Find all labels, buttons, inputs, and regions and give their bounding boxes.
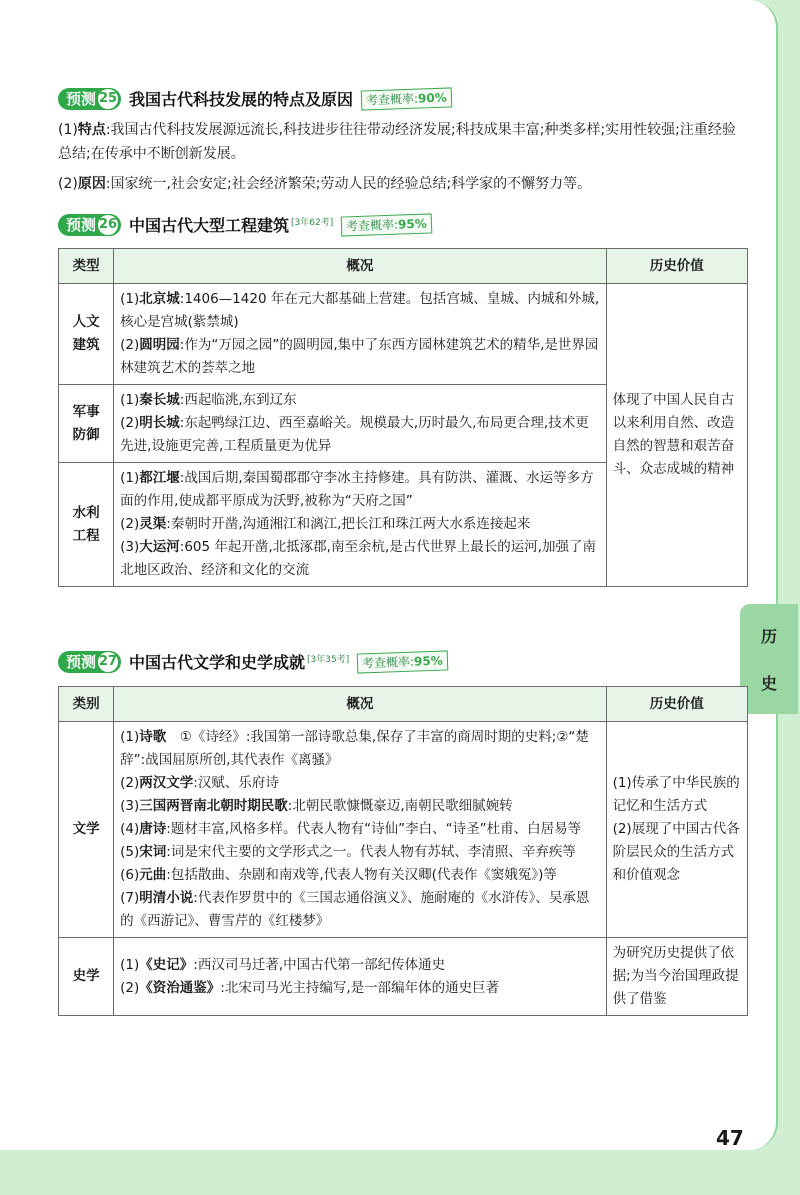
item-key: 特点 [77, 122, 106, 138]
section-title: 中国古代大型工程建筑 [129, 216, 290, 235]
item-prefix: (1) [120, 956, 140, 973]
page-number: 47 [716, 1126, 744, 1150]
item-key: 灵渠 [139, 516, 167, 532]
item-key: 三国两晋南北朝时期民歌 [139, 798, 288, 814]
row-description [114, 463, 606, 587]
section-title: 我国古代科技发展的特点及原因 [129, 90, 354, 109]
side-tab-char: 历 [760, 627, 777, 646]
col-header-overview: 概况 [114, 687, 606, 722]
item-key: 唐诗 [139, 821, 167, 837]
item-text: ①《诗经》:我国第一部诗歌总集,保存了丰富的商周时期的史料;②“楚辞”:战国屈原所创,其代表作《离骚》 [120, 729, 589, 768]
badge-number: 27 [98, 652, 118, 672]
row-description [114, 385, 606, 463]
item-key: 《资治通鉴》 [139, 979, 221, 996]
item-prefix: (1) [120, 291, 140, 307]
item-prefix: (2) [120, 516, 140, 532]
row-category: 史学 [59, 938, 114, 1016]
prob-label: 考查概率: [346, 217, 399, 233]
list-item [120, 864, 599, 887]
section-25-heading [58, 87, 452, 110]
item-prefix: (2) [58, 176, 78, 192]
item-text: :北朝民歌慷慨豪迈,南朝民歌细腻婉转 [287, 798, 513, 814]
s25-paragraph-2 [58, 172, 748, 196]
subject-side-tab[interactable] [740, 604, 798, 714]
probability-stamp [341, 213, 432, 236]
row-category: 人文 建筑 [59, 284, 114, 385]
item-text: :我国古代科技发展源远流长,科技进步往往带动经济发展;科技成果丰富;种类多样;实用性较强;注重经验总结;在传承中不断创新发展。 [58, 122, 736, 162]
prob-value: 95% [398, 216, 428, 232]
prob-label: 考查概率: [365, 91, 419, 107]
item-key: 原因 [77, 176, 106, 192]
list-item [120, 887, 599, 933]
row-description [114, 284, 606, 385]
item-prefix: (1) [58, 122, 78, 138]
item-key: 元曲 [139, 867, 167, 883]
engineering-table [58, 248, 748, 587]
col-header-value: 历史价值 [606, 687, 747, 722]
item-text: :东起鸭绿江边、西至嘉峪关。规模最大,历时最久,布局更合理,技术更先进,设施更完善,工程质量更为优异 [120, 415, 589, 454]
list-item [120, 513, 599, 536]
table-header-row [59, 687, 748, 722]
item-key: 宋词 [139, 844, 167, 860]
item-prefix: (5) [120, 844, 140, 860]
item-text: :1406—1420 年在元大都基础上营建。包括宫城、皇城、内城和外城,核心是宫城(紫禁城) [120, 291, 600, 330]
list-item [120, 977, 599, 1000]
item-text: :代表作罗贯中的《三国志通俗演义》、施耐庵的《水浒传》、吴承恩的《西游记》、曹雪芹的《红楼梦》 [120, 890, 590, 929]
item-prefix: (1) [120, 470, 140, 486]
row-category: 水利 工程 [59, 463, 114, 587]
badge-label: 预测 [66, 90, 97, 108]
list-item [120, 536, 599, 582]
table-header-row [59, 249, 748, 284]
item-key: 秦长城 [139, 392, 180, 408]
historical-value: (1)传承了中华民族的记忆和生活方式 (2)展现了中国古代各阶层民众的生活方式和价值观念 [606, 722, 747, 938]
item-key: 都江堰 [139, 470, 180, 486]
item-key: 《史记》 [139, 956, 194, 973]
prob-value: 95% [414, 653, 444, 669]
section-27-heading [58, 650, 448, 673]
item-key: 明清小说 [139, 890, 194, 906]
badge-number: 25 [98, 89, 118, 109]
item-text: :国家统一,社会安定;社会经济繁荣;劳动人民的经验总结;科学家的不懈努力等。 [105, 176, 592, 192]
section-title: 中国古代文学和史学成就 [129, 653, 306, 672]
item-text: :汉赋、乐府诗 [193, 775, 279, 791]
list-item [120, 795, 599, 818]
item-key: 诗歌 [139, 729, 167, 745]
row-category: 文学 [59, 722, 114, 938]
list-item [120, 841, 599, 864]
prediction-badge [58, 651, 121, 673]
item-text: :词是宋代主要的文学形式之一。代表人物有苏轼、李清照、辛弃疾等 [166, 844, 576, 860]
exam-frequency: [3年62考] [291, 218, 334, 228]
probability-stamp [357, 650, 448, 673]
list-item [120, 954, 599, 977]
item-prefix: (2) [120, 337, 140, 353]
badge-number: 26 [98, 215, 118, 235]
historical-value: 为研究历史提供了依据;为当今治国理政提供了借鉴 [606, 938, 747, 1016]
item-text: :包括散曲、杂剧和南戏等,代表人物有关汉卿(代表作《窦娥冤》)等 [166, 867, 557, 883]
item-key: 圆明园 [139, 337, 180, 353]
item-text: :西汉司马迁著,中国古代第一部纪传体通史 [193, 956, 446, 973]
table-row [59, 722, 748, 938]
item-key: 北京城 [139, 291, 180, 307]
s25-paragraph-1 [58, 118, 748, 166]
item-prefix: (2) [120, 979, 140, 996]
row-category: 军事 防御 [59, 385, 114, 463]
item-prefix: (2) [120, 415, 140, 431]
item-key: 两汉文学 [139, 775, 194, 791]
literature-table [58, 686, 748, 1016]
col-header-category: 类别 [59, 687, 114, 722]
item-prefix: (6) [120, 867, 140, 883]
list-item [120, 288, 599, 334]
list-item [120, 467, 599, 513]
list-item [120, 772, 599, 795]
item-text: :秦朝时开凿,沟通湘江和漓江,把长江和珠江两大水系连接起来 [166, 516, 531, 532]
list-item [120, 412, 599, 458]
item-prefix: (3) [120, 539, 140, 555]
item-text: :北宋司马光主持编写,是一部编年体的通史巨著 [220, 979, 500, 996]
row-description [114, 938, 606, 1016]
col-header-value: 历史价值 [606, 249, 747, 284]
list-item [120, 334, 599, 380]
prediction-badge [58, 88, 121, 110]
probability-stamp [361, 87, 452, 110]
row-description [114, 722, 606, 938]
prob-label: 考查概率: [362, 654, 415, 670]
item-prefix: (4) [120, 821, 140, 837]
badge-label: 预测 [66, 216, 97, 234]
prob-value: 90% [417, 90, 448, 106]
list-item [120, 389, 599, 412]
col-header-overview: 概况 [114, 249, 606, 284]
list-item [120, 726, 599, 772]
exam-frequency: [3年35考] [307, 655, 350, 665]
item-text: :作为“万园之园”的圆明园,集中了东西方园林建筑艺术的精华,是世界园林建筑艺术的荟萃之地 [120, 337, 599, 376]
item-key: 大运河 [139, 539, 180, 555]
table-row [59, 938, 748, 1016]
badge-label: 预测 [66, 653, 97, 671]
col-header-type: 类型 [59, 249, 114, 284]
item-text: :战国后期,秦国蜀郡郡守李冰主持修建。具有防洪、灌溉、水运等多方面的作用,使成都平原成为沃野,被称为“天府之国” [120, 470, 594, 509]
item-prefix: (3) [120, 798, 140, 814]
item-prefix: (1) [120, 392, 140, 408]
side-tab-char: 史 [760, 674, 777, 693]
list-item [120, 818, 599, 841]
item-text: :605 年起开凿,北抵涿郡,南至余杭,是古代世界上最长的运河,加强了南北地区政治、经济和文化的交流 [120, 539, 597, 578]
item-prefix: (7) [120, 890, 140, 906]
historical-value: 体现了中国人民自古以来利用自然、改造自然的智慧和艰苦奋斗、众志成城的精神 [606, 284, 747, 587]
item-prefix: (1) [120, 729, 140, 745]
section-26-heading [58, 213, 432, 236]
item-text: :西起临洮,东到辽东 [179, 392, 297, 408]
item-prefix: (2) [120, 775, 140, 791]
prediction-badge [58, 214, 121, 236]
item-key: 明长城 [139, 415, 180, 431]
item-text: :题材丰富,风格多样。代表人物有“诗仙”李白、“诗圣”杜甫、白居易等 [166, 821, 582, 837]
table-row [59, 284, 748, 385]
